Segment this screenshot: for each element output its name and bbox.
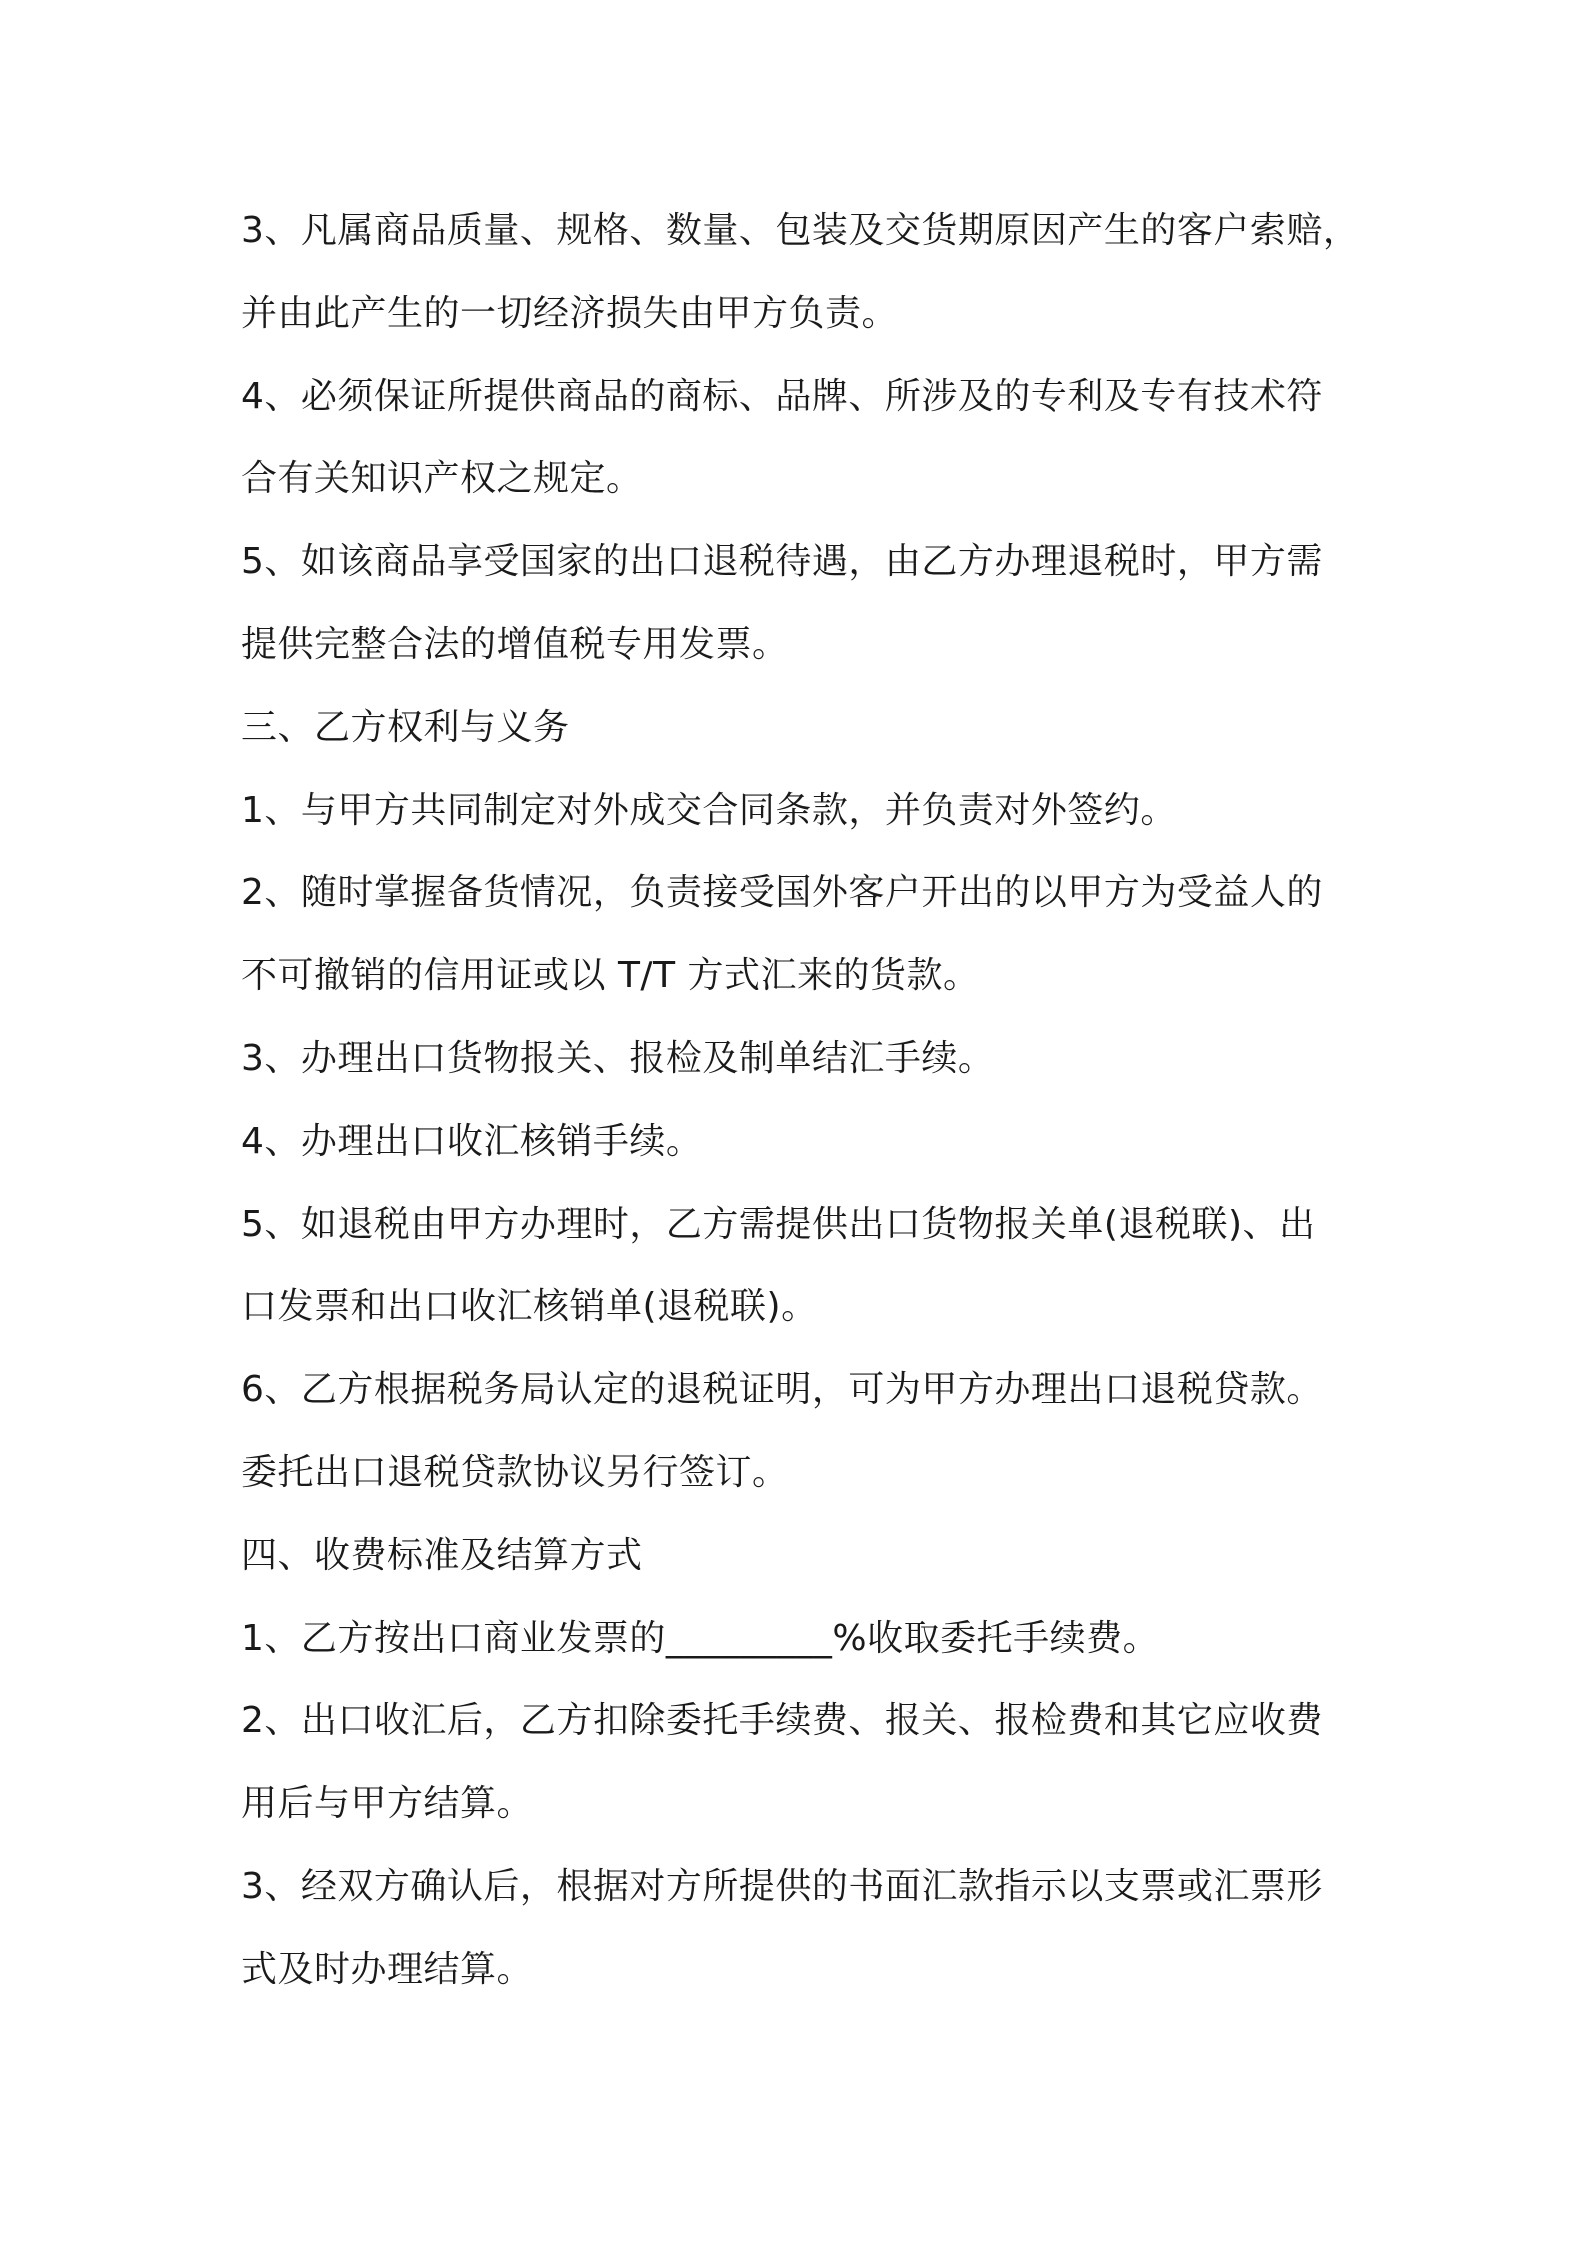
paragraph-line: 口发票和出口收汇核销单(退税联)。 bbox=[241, 1286, 818, 1328]
paragraph-line: 2、随时掌握备货情况，负责接受国外客户开出的以甲方为受益人的 bbox=[241, 872, 1323, 914]
paragraph-line: 合有关知识产权之规定。 bbox=[241, 458, 643, 500]
paragraph-line: 4、必须保证所提供商品的商标、品牌、所涉及的专利及专有技术符 bbox=[241, 375, 1323, 417]
paragraph-line: 3、经双方确认后，根据对方所提供的书面汇款指示以支票或汇票形 bbox=[241, 1865, 1323, 1907]
paragraph-line: 2、出口收汇后，乙方扣除委托手续费、报关、报检费和其它应收费 bbox=[241, 1700, 1323, 1742]
paragraph-line: 3、凡属商品质量、规格、数量、包装及交货期原因产生的客户索赔， bbox=[241, 210, 1360, 251]
paragraph-line: 1、乙方按出口商业发票的_________%收取委托手续费。 bbox=[241, 1617, 1160, 1659]
paragraph-line: 5、如退税由甲方办理时，乙方需提供出口货物报关单(退税联)、出 bbox=[241, 1203, 1316, 1245]
paragraph-line: 4、办理出口收汇核销手续。 bbox=[241, 1120, 703, 1162]
paragraph-line: 3、办理出口货物报关、报检及制单结汇手续。 bbox=[241, 1037, 995, 1079]
paragraph-line: 并由此产生的一切经济损失由甲方负责。 bbox=[241, 292, 899, 334]
paragraph-line: 5、如该商品享受国家的出口退税待遇，由乙方办理退税时，甲方需 bbox=[241, 541, 1323, 583]
paragraph-line: 不可撤销的信用证或以 T/T 方式汇来的货款。 bbox=[241, 955, 980, 997]
paragraph-line: 用后与甲方结算。 bbox=[241, 1783, 534, 1825]
paragraph-line: 委托出口退税贷款协议另行签订。 bbox=[241, 1451, 789, 1493]
paragraph-line: 1、与甲方共同制定对外成交合同条款，并负责对外签约。 bbox=[241, 789, 1177, 831]
paragraph-line: 提供完整合法的增值税专用发票。 bbox=[241, 623, 789, 665]
paragraph-line: 式及时办理结算。 bbox=[241, 1948, 534, 1990]
section-heading: 四、收费标准及结算方式 bbox=[241, 1534, 643, 1576]
paragraph-line: 6、乙方根据税务局认定的退税证明，可为甲方办理出口退税贷款。 bbox=[241, 1369, 1323, 1411]
document-body bbox=[241, 190, 1361, 2012]
section-heading: 三、乙方权利与义务 bbox=[241, 706, 570, 748]
